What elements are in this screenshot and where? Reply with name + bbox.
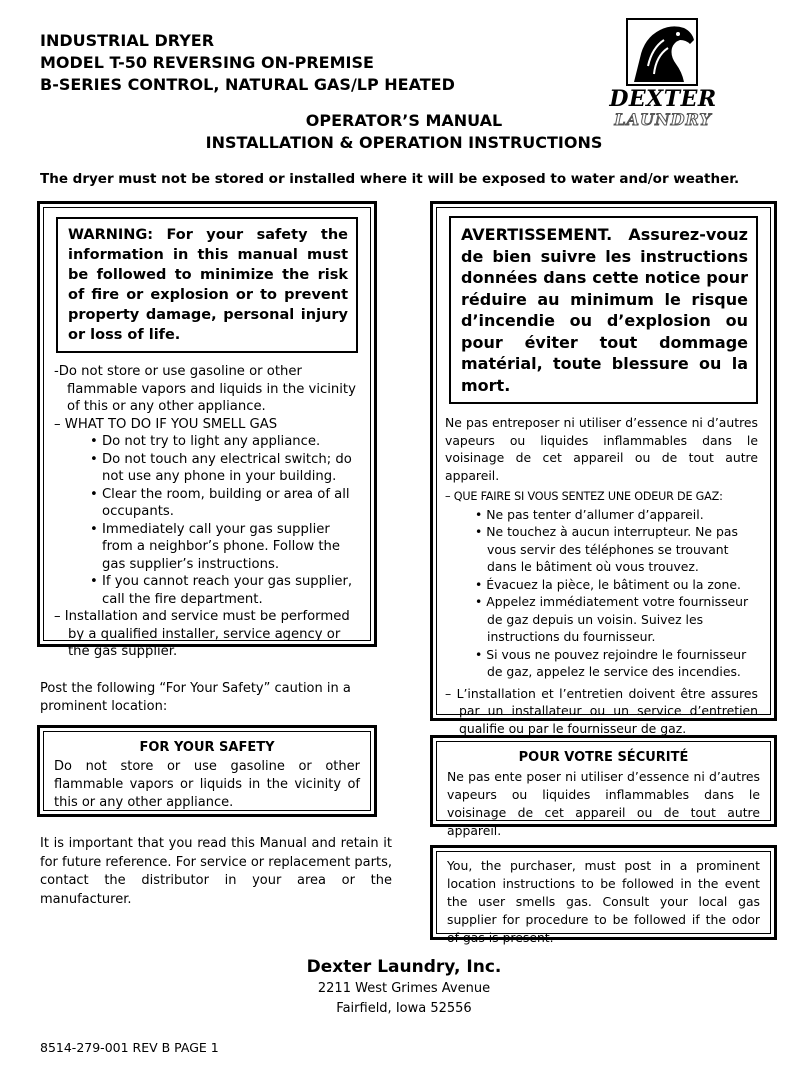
purchaser-notice-text: You, the purchaser, must post in a prominent location instructions to be followed in the event the user smells gas. Consult your local gas supplier for procedure to be followed if the odor of gas is present.: [447, 858, 760, 945]
warning-box-en: WARNING: For your safety the information in this manual must be followed to minimize the risk of fire or explosion or to prevent property damage, personal injury or loss of life.: [56, 217, 358, 353]
pour-votre-securite-title: POUR VOTRE SÉCURITÉ: [518, 750, 689, 765]
logo-laundry-text: LAUNDRY: [614, 110, 712, 129]
warning-item: – WHAT TO DO IF YOU SMELL GAS: [54, 416, 278, 432]
company-address: [0, 955, 808, 1019]
retain-manual-notice: It is important that you read this Manual and retain it for future reference. For service or replacement parts, contact the distributor in your area or the manufacturer.: [40, 836, 392, 907]
pour-votre-securite-text: Ne pas ente poser ni utiliser d’essence ni d’autres vapeurs ou liquides inflammables dans le voisinage de cet appareil ou de tout autre appareil.: [447, 769, 760, 838]
post-caution-text: Post the following “For Your Safety” caution in a prominent location:: [40, 681, 351, 714]
warning-bullet: • Do not try to light any appliance.: [90, 434, 321, 449]
purchaser-notice-box: [430, 845, 777, 945]
warning-item: – Installation and service must be performed by a qualified installer, service agency or the gas supplier.: [54, 609, 350, 659]
horse-head-icon: [626, 18, 698, 86]
manual-title-line-2: INSTALLATION & OPERATION INSTRUCTIONS: [205, 133, 603, 152]
page-footer: 8514-279-001 REV B PAGE 1: [40, 1040, 219, 1055]
warning-bullet: • Ne touchez à aucun interrupteur. Ne pas vous servir des téléphones se trouvant dans le bâtiment où vous trouvez.: [475, 524, 738, 574]
header-line-3: B-SERIES CONTROL, NATURAL GAS/LP HEATED: [40, 75, 455, 94]
warning-box-fr: AVERTISSEMENT. Assurez-vouz de bien suivre les instructions données dans cette notice pour réduire au minimum le risque d’incendie ou d’explosion ou pour éviter tout dommage matérial, toute blessure ou la mort.: [449, 216, 758, 404]
company-city: Fairfield, Iowa 52556: [336, 1001, 472, 1016]
warning-item: – QUE FAIRE SI VOUS SENTEZ UNE ODEUR DE GAZ:: [445, 490, 723, 503]
for-your-safety-text: Do not store or use gasoline or other flammable vapors or liquids in the vicinity of this or any other appliance.: [54, 759, 360, 810]
for-your-safety-box: [37, 725, 377, 817]
warning-item: – L’installation et l’entretien doivent être assures par un installateur ou un service d’entretien qualifie ou par le fournisseur de gaz.: [445, 685, 758, 736]
warning-bullet: • Si vous ne pouvez rejoindre le fournisseur de gaz, appelez le service des incendies.: [475, 646, 747, 679]
warning-bullet: • Immediately call your gas supplier from a neighbor’s phone. Follow the gas supplier’s instructions.: [90, 521, 340, 572]
storage-notice: The dryer must not be stored or installed where it will be exposed to water and/or weather.: [40, 171, 740, 187]
warning-list-fr: [437, 404, 770, 737]
company-street: 2211 West Grimes Avenue: [317, 981, 491, 996]
warning-panel-fr: [430, 201, 777, 736]
warning-item: Ne pas entreposer ni utiliser d’essence ni d’autres vapeurs ou liquides inflammables dans le voisinage de cet appareil ou de tout autre appareil.: [445, 415, 758, 483]
header-line-1: INDUSTRIAL DRYER: [40, 31, 215, 50]
warning-bullet: • Ne pas tenter d’allumer d’appareil.: [475, 506, 704, 522]
document-header: [40, 30, 455, 96]
warning-list-en: [44, 353, 370, 661]
manual-title-line-1: OPERATOR’S MANUAL: [305, 111, 503, 130]
pour-votre-securite-box: [430, 735, 777, 838]
manual-title: [0, 110, 808, 154]
warning-item: -Do not store or use gasoline or other flammable vapors and liquids in the vicinity of this or any other appliance.: [54, 364, 356, 414]
warning-bullet: • Clear the room, building or area of all occupants.: [90, 486, 350, 519]
warning-bullet: • Évacuez la pièce, le bâtiment ou la zone.: [475, 576, 741, 592]
for-your-safety-title: FOR YOUR SAFETY: [139, 740, 275, 755]
logo-dexter-text: DEXTER: [609, 86, 717, 112]
warning-panel-en: [37, 201, 377, 659]
warning-bullet: • If you cannot reach your gas supplier, call the fire department.: [90, 574, 353, 607]
warning-bullet: • Do not touch any electrical switch; do not use any phone in your building.: [90, 451, 352, 484]
company-name: Dexter Laundry, Inc.: [306, 957, 502, 977]
header-line-2: MODEL T-50 REVERSING ON-PREMISE: [40, 53, 374, 72]
warning-bullet: • Appelez immédiatement votre fournisseur de gaz depuis un voisin. Suivez les instructions du fournisseur.: [475, 594, 749, 644]
